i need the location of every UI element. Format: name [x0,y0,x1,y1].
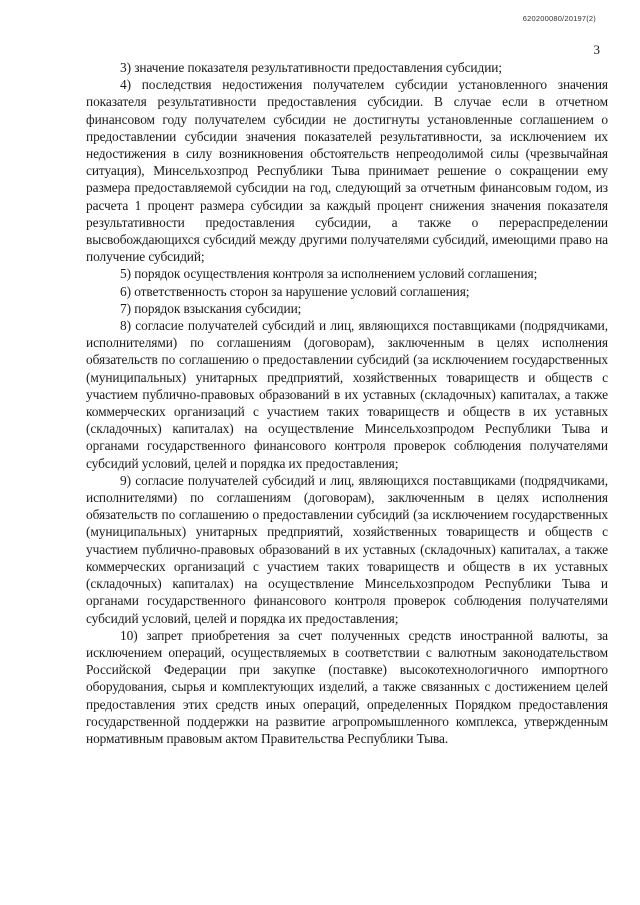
paragraph-item-3: 3) значение показателя результативности предоставления субсидии; [120,60,502,75]
document-body [86,59,608,747]
paragraph-item-10: 10) запрет приобретения за счет полученных средств иностранной валюты, за исключением операций, осуществляемых в соответствии с валютным законодательством Российской Федерации при закупке (поставке) высокотехнологичного импортного оборудования, сырья и комплектующих изделий, а также связанных с достижением целей предоставления этих средств иных операций, определенных Порядком предоставления государственной поддержки на развитие агропромышленного комплекса, утвержденным нормативным правовым актом Правительства Республики Тыва. [86,627,608,746]
paragraph-item-9: 9) согласие получателей субсидий и лиц, являющихся поставщиками (подрядчиками, исполнителями) по соглашениям (договорам), заключенным в целях исполнения обязательств по соглашению о предоставлении субсидий (за исключением государственных (муниципальных) унитарных предприятий, хозяйственных товариществ и обществ с участием публично-правовых образований в их уставных (складочных) капиталах, а также коммерческих организаций с участием таких товариществ и обществ в их уставных (складочных) капиталах) на осуществление Минсельхозпродом Республики Тыва и органами государственного финансового контроля проверок соблюдения получателями субсидий условий, целей и порядка их предоставления; [86,472,608,626]
document-code: 620200080/20197(2) [522,14,596,23]
page-number: 3 [593,42,600,57]
paragraph-item-8: 8) согласие получателей субсидий и лиц, являющихся поставщиками (подрядчиками, исполнителями) по соглашениям (договорам), заключенным в целях исполнения обязательств по соглашению о предоставлении субсидий (за исключением государственных (муниципальных) унитарных предприятий, хозяйственных товариществ и обществ с участием публично-правовых образований в их уставных (складочных) капиталах, а также коммерческих организаций с участием таких товариществ и обществ в их уставных (складочных) капиталах) на осуществление Минсельхозпродом Республики Тыва и органами государственного финансового контроля проверок соблюдения получателями субсидий условий, целей и порядка их предоставления; [86,318,608,471]
paragraph-item-4: 4) последствия недостижения получателем субсидии установленного значения показателя результативности предоставления субсидии. В случае если в отчетном финансовом году получателем субсидии не достигнуты установленные соглашением о предоставлении субсидии значения показателей результативности, за исключением их недостижения в силу возникновения обстоятельств непреодолимой силы (чрезвычайная ситуация), Минсельхозпрод Республики Тыва принимает решение о сокращении ему размера предоставляемой субсидии на год, следующий за отчетным финансовым годом, из расчета 1 процент размера субсидии за каждый процент снижения значения показателя результативности предоставления субсидии, а также о перераспределении высвобождающихся субсидий между другими получателями субсидий, имеющими право на получение субсидий; [86,77,608,265]
paragraph-item-7: 7) порядок взыскания субсидии; [120,300,302,316]
paragraph-item-5: 5) порядок осуществления контроля за исполнением условий соглашения; [120,266,538,282]
paragraph-item-6: 6) ответственность сторон за нарушение условий соглашения; [120,283,470,299]
